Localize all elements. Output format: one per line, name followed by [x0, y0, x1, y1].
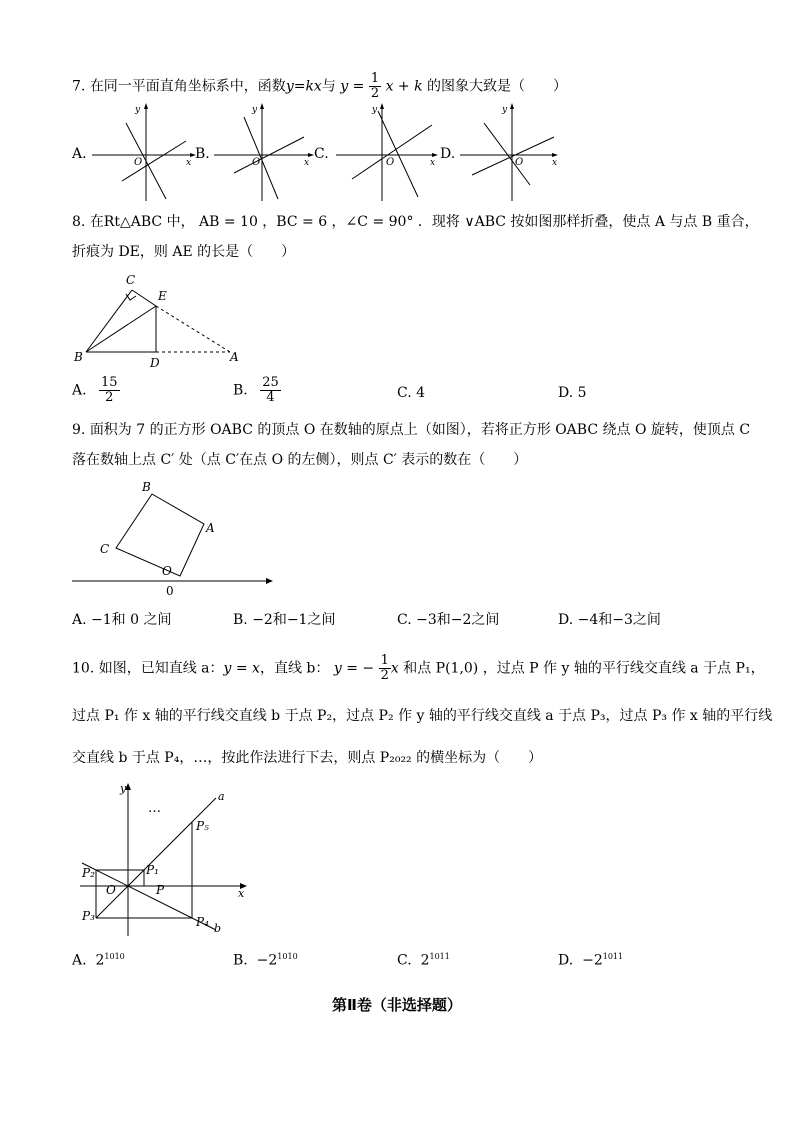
q9-option-a: A. −1和 0 之间 — [72, 612, 172, 628]
q7-func2-fraction: $\frac{1}{2}$ — [370, 71, 380, 101]
q8-label-d: D — [150, 356, 160, 370]
q7-b-origin: O — [252, 157, 261, 168]
q8-figure — [70, 268, 250, 373]
q7-c-axis-y: y — [372, 105, 378, 115]
q7-text-a: 在同一平面直角坐标系中，函数 — [89, 78, 286, 95]
q10-label-b: b — [214, 922, 222, 935]
q10-label-p: P — [156, 883, 165, 897]
q10-figure — [76, 782, 248, 940]
q7-func1: y=kx — [285, 78, 322, 95]
q7-c-axis-x: x — [430, 158, 436, 168]
q7-d-axis-y: y — [502, 105, 508, 115]
q9-option-b: B. −2和−1之间 — [233, 612, 336, 628]
q7-a-axis-x: x — [186, 158, 192, 168]
q10-eq2-lhs: y = − — [333, 660, 375, 677]
q10-option-b: B. $-2^{1010}$ — [233, 952, 298, 969]
q7-option-b-label: B. — [195, 146, 210, 162]
q8-label-b: B — [74, 350, 83, 364]
q8-option-b: B. $\frac{25}{4}$ — [233, 375, 279, 405]
q7-graph-a — [90, 103, 200, 203]
q9-number: 9. — [72, 422, 86, 438]
q7-d-axis-x: x — [552, 158, 558, 168]
q9-label-c: C — [100, 542, 110, 556]
q10-label-a: a — [218, 790, 225, 803]
q8-option-c: C. 4 — [397, 385, 426, 401]
q8-line2: 折痕为 DE，则 AE 的长是（ ） — [72, 244, 296, 260]
q10-eq2-fraction: $\frac{1}{2}$ — [380, 653, 389, 683]
q7-option-d-label: D. — [440, 146, 456, 162]
q10-option-a: A. $2^{1010}$ — [72, 952, 125, 969]
q10-label-o: O — [106, 883, 116, 897]
q7-graph-c — [334, 103, 444, 203]
q8-option-a: A. $\frac{15}{2}$ — [72, 375, 118, 405]
q10-label-dots: … — [148, 801, 161, 816]
q10-option-c: C. $2^{1011}$ — [397, 952, 450, 969]
q10-label-p1: P₁ — [146, 863, 159, 877]
q10-number: 10. — [72, 660, 95, 677]
q7-graph-d — [458, 103, 568, 203]
q7-b-axis-x: x — [304, 158, 310, 168]
q10-line2: 过点 P₁ 作 x 轴的平行线交直线 b 于点 P₂，过点 P₂ 作 y 轴的平行线交直线 a 于点 P₃，过点 P₃ 作 x 轴的平行线 — [72, 708, 773, 724]
section-title: 第Ⅱ卷（非选择题） — [332, 996, 462, 1014]
q8-label-e: E — [158, 289, 167, 303]
q7-a-origin: O — [134, 157, 143, 168]
q10-label-p3: P₃ — [82, 909, 95, 923]
q7-b-axis-y: y — [252, 105, 258, 115]
q7-func2-rest: x + k — [385, 78, 423, 95]
q7-stem — [72, 72, 567, 101]
q7-number: 7. — [72, 78, 86, 95]
q10-label-p5: P₅ — [196, 819, 209, 833]
q7-option-a-label: A. — [72, 146, 87, 162]
q9-line1-text: 面积为 7 的正方形 OABC 的顶点 O 在数轴的原点上（如图），若将正方形 OABC 绕点 O 旋转，使顶点 C — [89, 422, 751, 438]
q8-label-c: C — [126, 273, 136, 287]
q10-label-y: y — [120, 782, 127, 795]
q10-eq1: y = x — [223, 660, 260, 677]
q10-label-x: x — [238, 887, 245, 900]
q7-text-b: 与 — [321, 78, 336, 95]
q7-option-c-label: C. — [314, 146, 329, 162]
q10-line1: 10. 如图，已知直线 a：y = x，直线 b： y = − $\frac{1}{2}$ x 和点 P(1,0) ，过点 P 作 y 轴的平行线交直线 a 于点 P₁， — [72, 653, 765, 683]
q9-label-a: A — [206, 521, 215, 535]
q7-c-origin: O — [386, 157, 395, 168]
q9-label-o: O — [162, 564, 172, 578]
q9-figure — [70, 476, 275, 601]
q10-label-p2: P₂ — [82, 866, 95, 880]
q10-label-p4: P₄ — [196, 915, 209, 929]
q9-option-c: C. −3和−2之间 — [397, 612, 500, 628]
q8-number: 8. — [72, 214, 86, 230]
q7-a-axis-y: y — [135, 105, 141, 115]
q9-option-d: D. −4和−3之间 — [558, 612, 661, 628]
q7-text-c: 的图象大致是（ ） — [427, 78, 568, 95]
q8-line1 — [72, 214, 759, 230]
q10-option-d: D. $-2^{1011}$ — [558, 952, 624, 969]
q9-line2: 落在数轴上点 C′ 处（点 C′在点 O 的左侧），则点 C′ 表示的数在（ ） — [72, 452, 528, 468]
q9-label-b: B — [142, 480, 151, 494]
q10-line3: 交直线 b 于点 P₄，…，按此作法进行下去，则点 P₂₀₂₂ 的横坐标为（ ） — [72, 750, 543, 766]
q8-option-d: D. 5 — [558, 385, 587, 401]
q8-label-a: A — [230, 350, 239, 364]
q9-label-zero: 0 — [166, 584, 174, 598]
q7-d-origin: O — [515, 157, 524, 168]
q9-line1 — [72, 422, 750, 438]
q7-graph-b — [212, 103, 322, 203]
q7-func2-lhs: y = — [340, 78, 365, 95]
q8-line1-text: 在Rt△ABC 中， AB = 10 ，BC = 6 ，∠C = 90° ．现将 ∨ABC 按如图那样折叠，使点 A 与点 B 重合， — [89, 214, 759, 230]
